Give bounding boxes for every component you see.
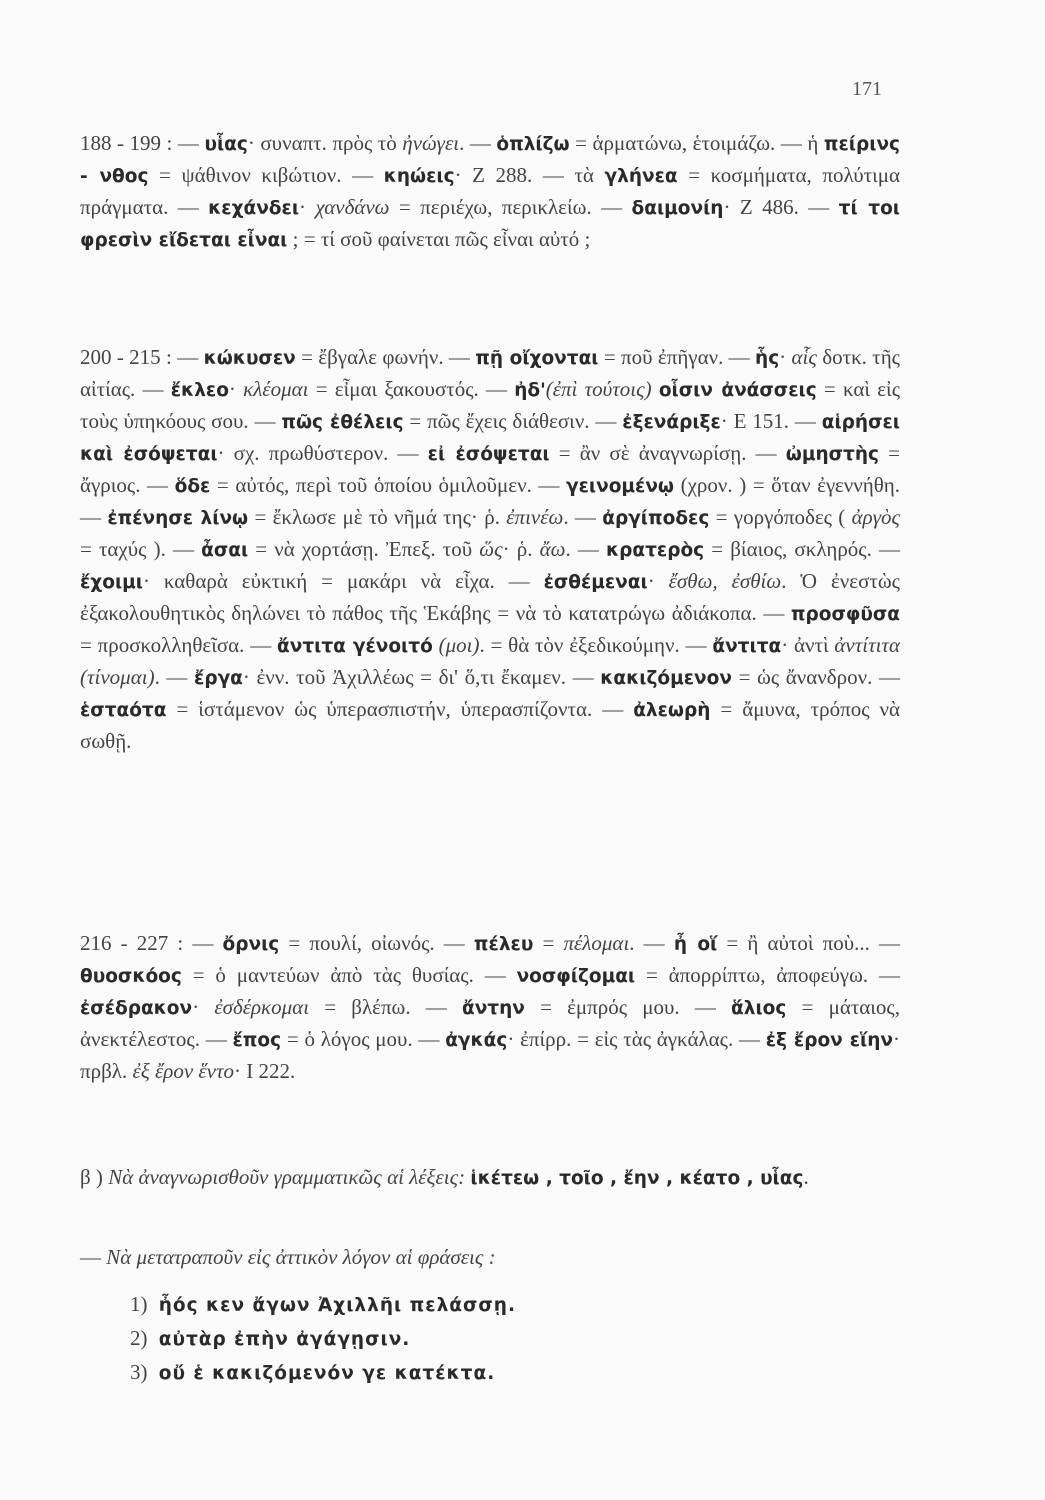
gloss-text: = κοσμήματα, πολύτιμα πράγματα. — bbox=[80, 163, 901, 219]
gloss-text: = μάταιος, ἀνεκτέλεστος. — bbox=[80, 995, 900, 1051]
gloss-text: . — bbox=[459, 131, 497, 155]
lemma: ἦ οἵ bbox=[673, 934, 718, 955]
gloss-text: · ἐπίρρ. = εἰς τὰς ἀγκάλας. — bbox=[507, 1027, 766, 1051]
italic-text: ἐξ ἔρον ἕντο bbox=[132, 1059, 235, 1083]
gloss-text: = ποῦ ἐπῆγαν. — bbox=[598, 345, 756, 369]
lemma: γλήνεα bbox=[604, 166, 678, 187]
gloss-text bbox=[652, 377, 659, 401]
gloss-text: = ἔκλωσε μὲ τὸ νῆμά της· ῥ. bbox=[248, 505, 507, 529]
italic-text: ἔσθω, ἐσθίω bbox=[668, 569, 782, 593]
lemma: ἐπένησε λίνῳ bbox=[107, 508, 249, 529]
italic-text: Νὰ ἀναγνωρισθοῦν γραμματικῶς αἱ λέξεις: bbox=[108, 1165, 466, 1189]
paragraph-notes-216-227 bbox=[80, 928, 900, 1086]
italic-text: ἀργὸς bbox=[851, 505, 901, 529]
italic-text: (μοι) bbox=[438, 633, 480, 657]
gloss-text: · bbox=[779, 345, 792, 369]
gloss-text: . — bbox=[154, 665, 195, 689]
gloss-text: δοτκ. τῆς αἰτίας. — bbox=[80, 345, 901, 401]
lemma: εἰ ἐσόψεται bbox=[427, 444, 550, 465]
gloss-text: 200 - 215 : — bbox=[80, 345, 204, 369]
lemma: ἔργα bbox=[194, 668, 243, 689]
gloss-text: = πῶς ἔχεις διάθεσιν. — bbox=[403, 409, 623, 433]
lemma: ἐξενάριξε bbox=[622, 412, 721, 433]
gloss-text: = ἔβγαλε φωνήν. — bbox=[295, 345, 476, 369]
gloss-text: · ῥ. bbox=[502, 537, 540, 561]
gloss-text: · Ε 151. — bbox=[720, 409, 822, 433]
lemma: ὠμηστὴς bbox=[785, 444, 879, 465]
italic-text: ἀντίτιτα (τίνομαι) bbox=[80, 633, 900, 689]
gloss-text: = ἱστάμενον ὡς ὑπερασπιστήν, ὑπερασπίζοντα. — bbox=[166, 697, 634, 721]
gloss-text: = καὶ εἰς τοὺς ὑπηκόους σου. — bbox=[80, 377, 901, 433]
lemma: ἐξ ἔρον εἵην bbox=[765, 1030, 893, 1051]
gloss-text: = βίαιος, σκληρός. — bbox=[704, 537, 900, 561]
italic-text: Νὰ μετατραποῦν εἰς ἀττικὸν λόγον αἱ φράσεις : bbox=[106, 1245, 496, 1269]
lemma: ἆσαι bbox=[201, 540, 249, 561]
lemma: πέλευ bbox=[473, 934, 534, 955]
gloss-text: = ὁ μαντεύων ἀπὸ τὰς θυσίας. — bbox=[181, 963, 517, 987]
lemma: οἷσιν ἀνάσσεις bbox=[658, 380, 817, 401]
gloss-text: = ἂν σὲ ἀναγνωρίσῃ. — bbox=[549, 441, 786, 465]
gloss-text: = ἐμπρός μου. — bbox=[524, 995, 732, 1019]
italic-text: ὥς bbox=[479, 537, 503, 561]
lemma: υἷας bbox=[204, 134, 248, 155]
gloss-text: · πρβλ. bbox=[80, 1027, 900, 1083]
lemma: πῇ οἴχονται bbox=[475, 348, 599, 369]
gloss-text: ; = τί σοῦ φαίνεται πῶς εἶναι αὐτό ; bbox=[287, 227, 591, 251]
gloss-text: = ἁρματώνω, ἑτοιμάζω. — ἡ bbox=[569, 131, 824, 155]
gloss-text: · bbox=[647, 569, 669, 593]
paragraph-notes-188-199 bbox=[80, 128, 900, 256]
lemma: ὅδε bbox=[174, 476, 211, 497]
gloss-text: = ἢ αὐτοὶ ποὺ... — bbox=[717, 931, 900, 955]
lemma: ἐσθέμεναι bbox=[543, 572, 648, 593]
gloss-text: · σχ. πρωθύστερον. — bbox=[217, 441, 428, 465]
exercise-item bbox=[130, 1356, 516, 1390]
exercise-number: 1) bbox=[130, 1292, 148, 1316]
lemma: δαιμονίη bbox=[631, 198, 724, 219]
lemma: ὁπλίζω bbox=[496, 134, 570, 155]
lemma: ἅλιος bbox=[731, 998, 787, 1019]
lemma: ἄντην bbox=[462, 998, 525, 1019]
gloss-text: — bbox=[80, 1245, 107, 1269]
italic-text: ἐσδέρκομαι bbox=[214, 995, 310, 1019]
exercise-item bbox=[130, 1288, 516, 1322]
lemma: νοσφίζομαι bbox=[516, 966, 636, 987]
exercise-number: 3) bbox=[130, 1360, 148, 1384]
exercise-list bbox=[130, 1288, 516, 1390]
lemma: θυοσκόος bbox=[80, 966, 182, 987]
lemma: κηώεις bbox=[383, 166, 455, 187]
gloss-text: = νὰ χορτάσῃ. Ἐπεξ. τοῦ bbox=[248, 537, 480, 561]
gloss-text: · Ζ 288. — τὰ bbox=[454, 163, 605, 187]
gloss-text: = ταχύς ). — bbox=[80, 537, 202, 561]
gloss-text: 188 - 199 : — bbox=[80, 131, 205, 155]
paragraph-exercise-intro bbox=[80, 1242, 900, 1272]
lemma: κρατερὸς bbox=[606, 540, 705, 561]
exercise-item bbox=[130, 1322, 516, 1356]
gloss-text: · Ι 222. bbox=[234, 1059, 296, 1083]
gloss-text: . — bbox=[565, 537, 606, 561]
lemma: ἔκλεο bbox=[170, 380, 229, 401]
gloss-text: · ἀντὶ bbox=[781, 633, 835, 657]
italic-text: ἐπινέω bbox=[506, 505, 564, 529]
gloss-text: = ὡς ἄνανδρον. — bbox=[731, 665, 900, 689]
gloss-text: . — bbox=[563, 505, 603, 529]
gloss-text: = ἄγριος. — bbox=[80, 441, 900, 497]
italic-text: (ἐπὶ τούτοις) bbox=[545, 377, 652, 401]
italic-text: ἄω bbox=[539, 537, 566, 561]
gloss-text: · bbox=[192, 995, 215, 1019]
gloss-text: . — bbox=[629, 931, 674, 955]
gloss-text: β ) bbox=[80, 1165, 109, 1189]
gloss-text: = αὐτός, περὶ τοῦ ὁποίου ὁμιλοῦμεν. — bbox=[210, 473, 566, 497]
gloss-text: . = θὰ τὸν ἐξεδικούμην. — bbox=[479, 633, 713, 657]
italic-text: κλέομαι bbox=[243, 377, 309, 401]
gloss-text: · bbox=[228, 377, 244, 401]
paragraph-exercise-beta bbox=[80, 1162, 900, 1194]
exercise-phrase: ἦός κεν ἄγων Ἀχιλλῆι πελάσσῃ. bbox=[158, 1295, 517, 1316]
lemma: ἀγκάς bbox=[445, 1030, 508, 1051]
gloss-text: = bbox=[533, 931, 564, 955]
lemma: ἑσταότα bbox=[80, 700, 167, 721]
lemma: ἐσέδρακον bbox=[80, 998, 193, 1019]
italic-text: ἠνώγει bbox=[402, 131, 460, 155]
lemma: προσφῦσα bbox=[790, 604, 900, 625]
gloss-text: = προσκολληθεῖσα. — bbox=[80, 633, 278, 657]
lemma: ἔπος bbox=[232, 1030, 282, 1051]
exercise-phrase: αὐτὰρ ἐπὴν ἀγάγῃσιν. bbox=[158, 1329, 411, 1350]
gloss-text: = βλέπω. — bbox=[309, 995, 462, 1019]
gloss-text: (χρον. ) = ὅταν ἐγεννήθη. — bbox=[80, 473, 900, 529]
italic-text: χανδάνω bbox=[315, 195, 390, 219]
gloss-text: · καθαρὰ εὐκτική = μακάρι νὰ εἶχα. — bbox=[142, 569, 544, 593]
gloss-text: = γοργόποδες ( bbox=[709, 505, 852, 529]
lemma: ἀλεωρὴ bbox=[633, 700, 711, 721]
exercise-number: 2) bbox=[130, 1326, 148, 1350]
gloss-text: · ἐνν. τοῦ Ἀχιλλέως = δι' ὅ,τι ἔκαμεν. — bbox=[242, 665, 601, 689]
lemma: αἱρήσει καὶ ἐσόψεται bbox=[80, 412, 901, 465]
lemma: ἄντιτα γένοιτό bbox=[277, 636, 433, 657]
lemma: ἔχοιμι bbox=[80, 572, 143, 593]
gloss-text: = πουλί, οἰωνός. — bbox=[279, 931, 474, 955]
gloss-text: = ἄμυνα, τρόπος νὰ σωθῇ. bbox=[80, 697, 900, 753]
gloss-text: · συναπτ. πρὸς τὸ bbox=[247, 131, 403, 155]
gloss-text: . Ὁ ἐνεστὼς ἐξακολουθητικὸς δηλώνει τὸ πάθος τῆς Ἑκάβης = νὰ τὸ κατατρώγω ἀδιάκοπα. — bbox=[80, 569, 900, 625]
lemma: γεινομένῳ bbox=[566, 476, 675, 497]
gloss-text: · bbox=[299, 195, 316, 219]
lemma: ἄντιτα bbox=[712, 636, 782, 657]
gloss-text: = περιέχω, περικλείω. — bbox=[389, 195, 632, 219]
gloss-text: · Ζ 486. — bbox=[723, 195, 839, 219]
gloss-text: = ψάθινον κιβώτιον. — bbox=[148, 163, 384, 187]
paragraph-notes-200-215 bbox=[80, 342, 900, 756]
gloss-text: = ἀπορρίπτω, ἀποφεύγω. — bbox=[635, 963, 900, 987]
lemma: ἠδ' bbox=[514, 380, 546, 401]
lemma: ἱκέτεω , τοῖο , ἔην , κέατο , υἷας bbox=[470, 1168, 804, 1189]
page-number: 171 bbox=[852, 78, 882, 100]
lemma: ἀργίποδες bbox=[602, 508, 710, 529]
gloss-text: . bbox=[803, 1165, 809, 1189]
gloss-text: 216 - 227 : — bbox=[80, 931, 223, 955]
lemma: ὄρνις bbox=[222, 934, 280, 955]
italic-text: πέλομαι bbox=[563, 931, 630, 955]
gloss-text: = εἶμαι ξακουστός. — bbox=[308, 377, 515, 401]
lemma: κακιζόμενον bbox=[600, 668, 732, 689]
lemma: πείρινς - νθος bbox=[80, 134, 901, 187]
exercise-phrase: οὔ ἑ κακιζόμενόν γε κατέκτα. bbox=[158, 1363, 496, 1384]
lemma: κώκυσεν bbox=[203, 348, 296, 369]
lemma: ἧς bbox=[755, 348, 780, 369]
lemma: τί τοι φρεσὶν εἴδεται εἶναι bbox=[80, 198, 900, 251]
lemma: πῶς ἐθέλεις bbox=[281, 412, 404, 433]
gloss-text: = ὁ λόγος μου. — bbox=[281, 1027, 446, 1051]
lemma: κεχάνδει bbox=[208, 198, 300, 219]
italic-text: αἷς bbox=[791, 345, 817, 369]
